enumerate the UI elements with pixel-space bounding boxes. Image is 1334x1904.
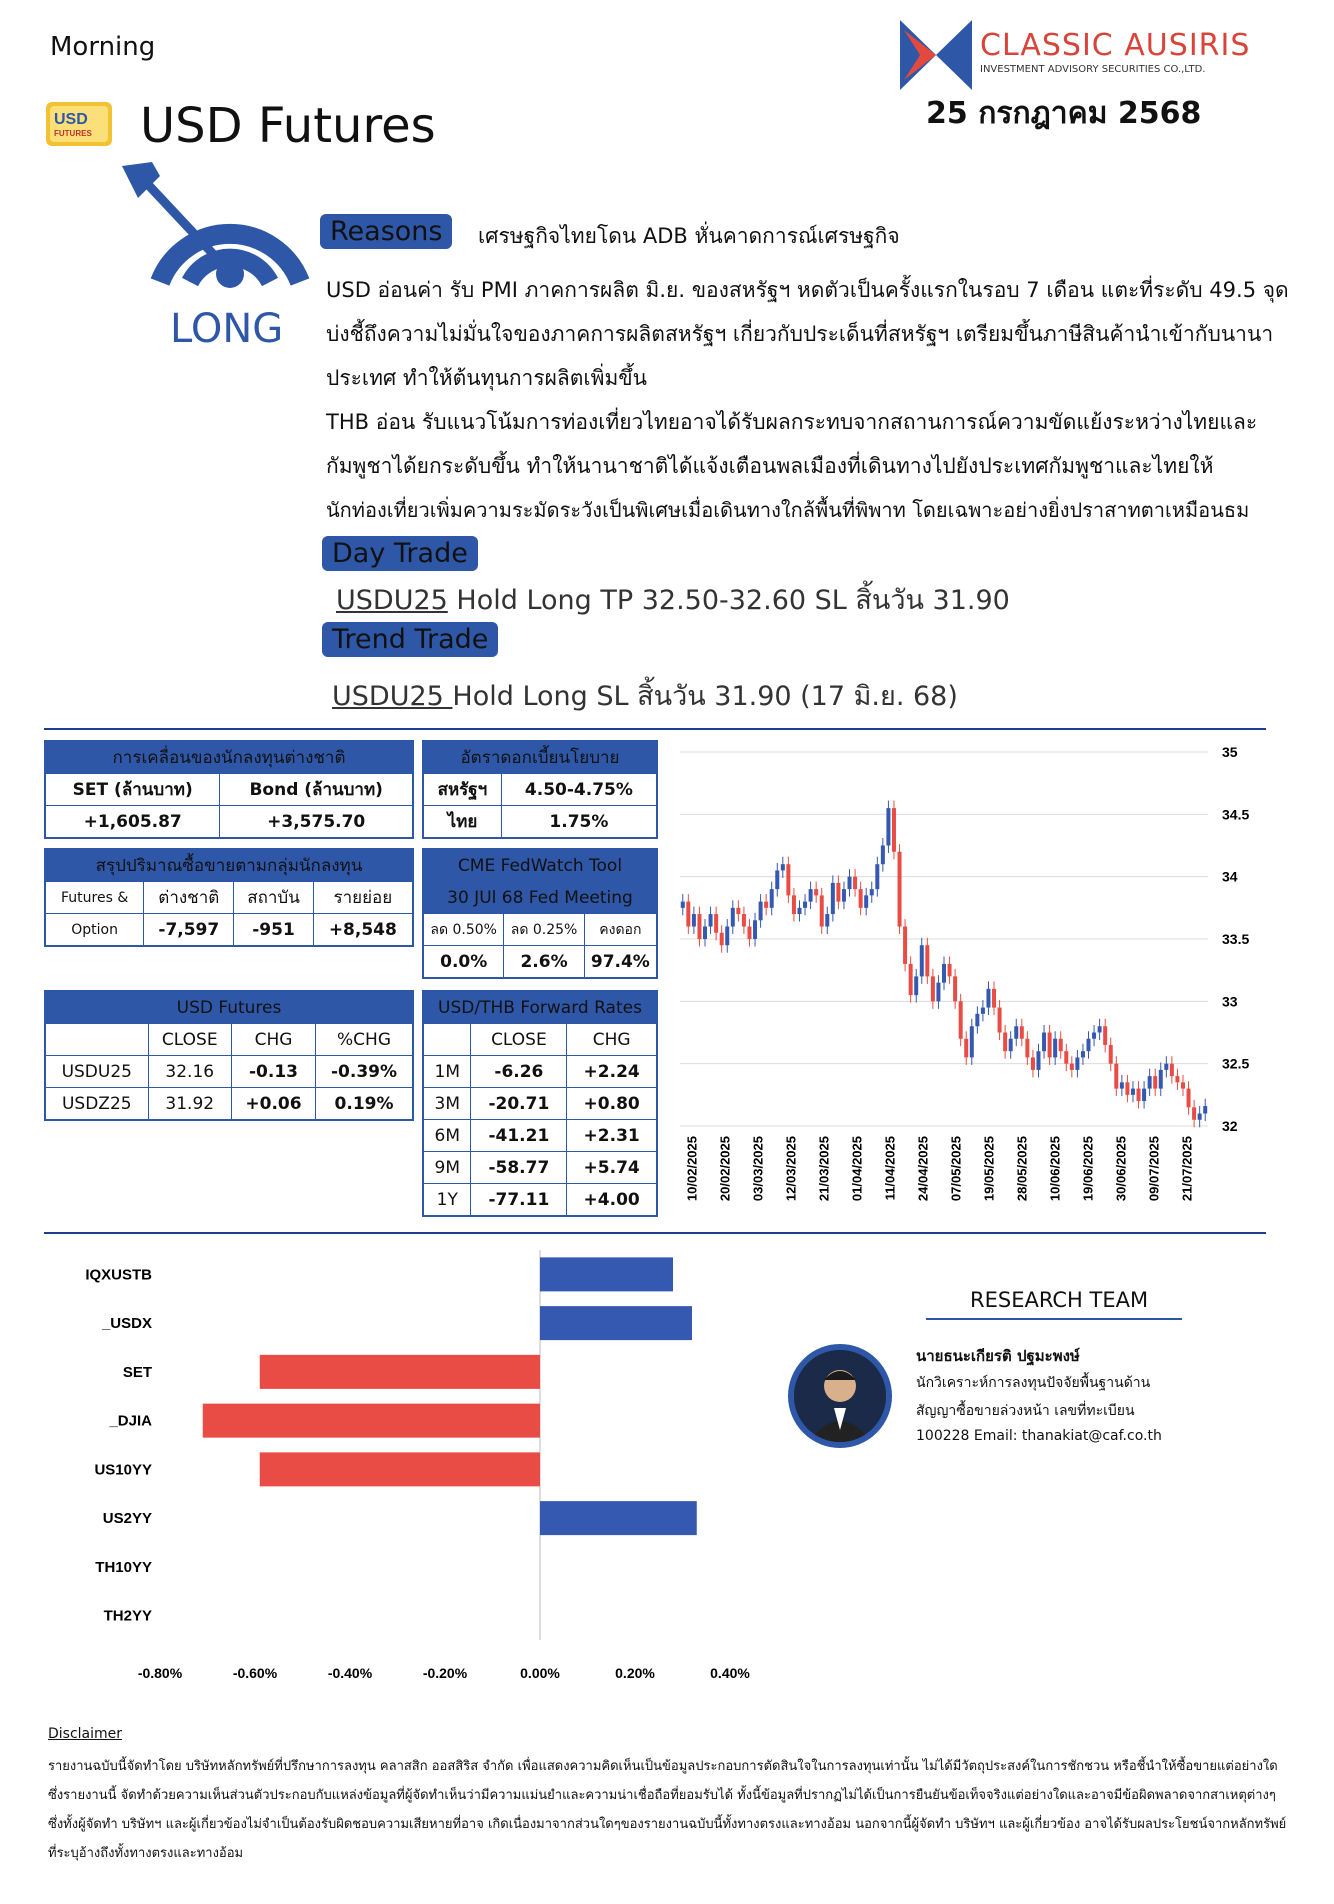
y-tick-label: 35: [1222, 744, 1238, 760]
reason-line: USD อ่อนค่า รับ PMI ภาคการผลิต มิ.ย. ของสหรัฐฯ หดตัวเป็นครั้งแรกในรอบ 7 เดือน แตะที่ระดับ 49.5 จุด: [326, 278, 1289, 302]
candle-body: [1025, 1039, 1029, 1058]
x-tick-label: 10/02/2025: [684, 1136, 700, 1202]
candle-body: [870, 889, 874, 895]
candle-body: [1120, 1082, 1124, 1088]
trend-trade-symbol: USDU25: [332, 681, 453, 712]
candle-body: [786, 864, 790, 895]
candle-body: [1181, 1082, 1185, 1088]
bar: [540, 1501, 697, 1535]
candle-body: [931, 976, 935, 1001]
candle-body: [775, 870, 779, 889]
reason-line: บ่งชี้ถึงความไม่มั่นใจของภาคการผลิตสหรัฐฯ เกี่ยวกับประเด็นที่สหรัฐฯ เตรียมขึ้นภาษีสินค้านำเข้ากับนานา: [326, 322, 1274, 346]
fedwatch-table: [422, 848, 658, 979]
candle-body: [875, 864, 879, 889]
cell: 9M: [423, 1152, 471, 1184]
bar: [203, 1404, 540, 1438]
x-tick-label: 21/03/2025: [816, 1136, 832, 1202]
col-header: SET (ล้านบาท): [45, 774, 220, 806]
reasons-tag: Reasons: [320, 214, 452, 249]
candle-body: [797, 908, 801, 914]
cell: 1Y: [423, 1184, 471, 1217]
cell: -951: [234, 914, 313, 947]
candle-body: [709, 914, 713, 926]
bar: [260, 1355, 540, 1389]
table-title: USD/THB Forward Rates: [423, 991, 657, 1024]
report-date: 25 กรกฎาคม 2568: [926, 96, 1202, 131]
candle-body: [1203, 1106, 1207, 1113]
candle-body: [886, 808, 890, 845]
candle-body: [1053, 1039, 1057, 1058]
candle-body: [686, 902, 690, 927]
x-tick-label: -0.60%: [232, 1665, 278, 1681]
candle-body: [1187, 1089, 1191, 1108]
col-header: คงดอก: [584, 914, 657, 946]
disclaimer-title: Disclaimer: [48, 1726, 123, 1742]
cell: +2.24: [567, 1056, 657, 1088]
candle-body: [720, 933, 724, 945]
candle-body: [1170, 1064, 1174, 1076]
candle-body: [820, 895, 824, 926]
reason-line: นักท่องเที่ยวเพิ่มความระมัดระวังเป็นพิเศษเมื่อเดินทางใกล้พื้นที่พิพาท โดยเฉพาะอย่างยิ่งปราสาทตาเหมือนธม: [326, 498, 1250, 522]
candle-body: [814, 889, 818, 895]
table-row: [423, 1152, 657, 1184]
research-underline: [926, 1318, 1182, 1320]
investor-summary-table: [44, 848, 414, 947]
foreign-flow-table: [44, 740, 414, 839]
cell: +0.06: [231, 1088, 315, 1121]
candle-body: [792, 895, 796, 914]
col-header: CHG: [231, 1024, 315, 1056]
table-row: [45, 1056, 413, 1088]
cell: 2.6%: [504, 946, 584, 979]
cell: 3M: [423, 1088, 471, 1120]
candle-body: [903, 927, 907, 964]
logo-text-top: USD: [54, 111, 88, 128]
brand-subtitle: INVESTMENT ADVISORY SECURITIES CO.,LTD.: [980, 64, 1206, 75]
brand-name: CLASSIC AUSIRIS: [980, 28, 1251, 63]
candle-body: [948, 964, 952, 976]
cell: +0.80: [567, 1088, 657, 1120]
candle-body: [836, 883, 840, 902]
period-label: Morning: [50, 32, 156, 62]
candle-body: [998, 1008, 1002, 1033]
y-tick-label: 33.5: [1222, 931, 1250, 947]
candle-body: [964, 1039, 968, 1058]
analyst-role: สัญญาซื้อขายล่วงหน้า เลขที่ทะเบียน: [916, 1403, 1135, 1419]
candle-body: [1192, 1107, 1196, 1119]
candle-body: [697, 914, 701, 939]
cell: -58.77: [471, 1152, 567, 1184]
row-label: Option: [45, 914, 144, 947]
category-label: US10YY: [94, 1461, 152, 1479]
reason-line: กัมพูชาได้ยกระดับขึ้น ทำให้นานาชาติได้แจ้งเตือนพลเมืองที่เดินทางไปยังประเทศกัมพูชาและไทยให้: [326, 454, 1214, 478]
analyst-role: นักวิเคราะห์การลงทุนปัจจัยพื้นฐานด้าน: [916, 1375, 1151, 1391]
cell: USDZ25: [45, 1088, 148, 1121]
x-tick-label: 10/06/2025: [1047, 1136, 1063, 1202]
cell: 6M: [423, 1120, 471, 1152]
candle-body: [742, 914, 746, 926]
candle-body: [881, 846, 885, 865]
candle-body: [1159, 1070, 1163, 1089]
cell: 0.19%: [316, 1088, 413, 1121]
col-header: [423, 1024, 471, 1056]
candle-body: [1142, 1089, 1146, 1101]
candle-body: [1137, 1089, 1141, 1101]
cell: 0.0%: [423, 946, 504, 979]
trend-trade-text: [332, 674, 958, 717]
x-tick-label: 28/05/2025: [1014, 1136, 1030, 1202]
bar: [260, 1452, 540, 1486]
research-team-title: RESEARCH TEAM: [970, 1288, 1149, 1312]
y-tick-label: 32.5: [1222, 1055, 1250, 1072]
candle-body: [1103, 1026, 1107, 1045]
table-title: USD Futures: [45, 991, 413, 1024]
category-label: TH2YY: [103, 1607, 152, 1625]
reason-line: ประเทศ ทำให้ต้นทุนการผลิตเพิ่มขึ้น: [326, 366, 648, 390]
cell: +8,548: [313, 914, 413, 947]
col-header: [45, 1024, 148, 1056]
cell: 32.16: [148, 1056, 231, 1088]
candle-body: [992, 989, 996, 1008]
cell: -7,597: [144, 914, 234, 947]
usdthb-candle-chart: [668, 736, 1268, 1236]
day-trade-tag: Day Trade: [322, 536, 478, 571]
cell: +1,605.87: [45, 806, 220, 839]
candle-body: [1109, 1045, 1113, 1064]
category-label: US2YY: [102, 1510, 152, 1528]
col-header: ลด 0.50%: [423, 914, 504, 946]
usd-futures-logo: [46, 102, 112, 146]
candle-body: [1042, 1033, 1046, 1052]
candle-body: [986, 989, 990, 1008]
candle-body: [892, 808, 896, 852]
col-header: CLOSE: [148, 1024, 231, 1056]
bar: [540, 1306, 692, 1340]
page-title: USD Futures: [140, 98, 436, 154]
candle-body: [1148, 1076, 1152, 1088]
col-header: Bond (ล้านบาท): [220, 774, 413, 806]
cell: -0.13: [231, 1056, 315, 1088]
candle-body: [1125, 1082, 1129, 1094]
table-row: [423, 1056, 657, 1088]
day-trade-text: [336, 578, 1010, 621]
candle-body: [759, 902, 763, 921]
cell: 1M: [423, 1056, 471, 1088]
cell: -41.21: [471, 1120, 567, 1152]
cell: -20.71: [471, 1088, 567, 1120]
forward-rates-table: [422, 990, 658, 1217]
cell: 4.50-4.75%: [501, 774, 657, 806]
x-tick-label: 07/05/2025: [948, 1136, 964, 1202]
cell: +5.74: [567, 1152, 657, 1184]
analyst-avatar: [788, 1344, 892, 1448]
x-tick-label: 19/06/2025: [1080, 1136, 1096, 1202]
cell: +4.00: [567, 1184, 657, 1217]
col-header: CHG: [567, 1024, 657, 1056]
trend-trade-tag: Trend Trade: [322, 622, 498, 657]
analyst-name: นายธนะเกียรติ ปฐมะพงษ์: [916, 1347, 1080, 1365]
cell: -0.39%: [316, 1056, 413, 1088]
category-label: _USDX: [101, 1315, 152, 1333]
x-tick-label: 19/05/2025: [981, 1136, 997, 1202]
cell: USDU25: [45, 1056, 148, 1088]
category-label: SET: [122, 1363, 152, 1381]
analyst-email: 100228 Email: thanakiat@caf.co.th: [916, 1428, 1162, 1444]
signal-label: LONG: [170, 306, 284, 352]
table-row: [423, 1184, 657, 1217]
table-row: [423, 1088, 657, 1120]
row-label: Futures &: [45, 882, 144, 914]
cell: -6.26: [471, 1056, 567, 1088]
candle-body: [1009, 1039, 1013, 1051]
candle-body: [1098, 1026, 1102, 1032]
table-row: [423, 1120, 657, 1152]
candle-body: [925, 945, 929, 976]
candle-body: [953, 976, 957, 1001]
divider: [44, 728, 1266, 730]
candle-body: [1153, 1076, 1157, 1088]
candle-body: [831, 883, 835, 914]
x-tick-label: 20/02/2025: [717, 1136, 733, 1202]
col-header: %CHG: [316, 1024, 413, 1056]
x-tick-label: 03/03/2025: [750, 1136, 766, 1202]
x-tick-label: 12/03/2025: [783, 1136, 799, 1202]
candle-body: [975, 1014, 979, 1026]
candle-body: [909, 964, 913, 995]
logo-text-bottom: FUTURES: [54, 129, 92, 138]
candle-body: [1064, 1051, 1068, 1063]
candle-body: [936, 983, 940, 1002]
y-tick-label: 34: [1222, 868, 1238, 885]
target-icon: [120, 162, 310, 292]
candle-body: [692, 914, 696, 926]
trend-trade-detail: Hold Long SL สิ้นวัน 31.90 (17 มิ.ย. 68): [452, 681, 958, 712]
candle-body: [1075, 1057, 1079, 1069]
candle-body: [1081, 1051, 1085, 1057]
col-header: ต่างชาติ: [144, 882, 234, 914]
policy-rate-table: [422, 740, 658, 839]
cell: 31.92: [148, 1088, 231, 1121]
candle-body: [1048, 1033, 1052, 1058]
candle-body: [1131, 1089, 1135, 1095]
candle-body: [970, 1026, 974, 1057]
x-tick-label: 21/07/2025: [1179, 1136, 1195, 1202]
candle-body: [809, 889, 813, 901]
candle-body: [859, 889, 863, 908]
market-change-bar-chart: [40, 1240, 780, 1700]
candle-body: [1164, 1064, 1168, 1070]
cell: สหรัฐฯ: [423, 774, 501, 806]
x-tick-label: 09/07/2025: [1146, 1136, 1162, 1202]
candle-body: [848, 877, 852, 889]
candle-body: [753, 920, 757, 939]
candle-body: [981, 1008, 985, 1014]
candle-body: [842, 889, 846, 901]
x-tick-label: -0.80%: [137, 1665, 183, 1681]
brand-logo-icon: [900, 20, 972, 94]
x-tick-label: -0.40%: [327, 1665, 373, 1681]
candle-body: [703, 927, 707, 939]
col-header: สถาบัน: [234, 882, 313, 914]
candle-body: [681, 902, 685, 908]
candle-body: [920, 945, 924, 976]
candle-body: [1092, 1033, 1096, 1039]
y-tick-label: 34.5: [1222, 806, 1250, 823]
candle-body: [825, 914, 829, 926]
reasons-headline: เศรษฐกิจไทยโดน ADB หั่นคาดการณ์เศรษฐกิจ: [478, 224, 900, 248]
candle-body: [764, 902, 768, 908]
table-row: [45, 1088, 413, 1121]
candle-body: [959, 1001, 963, 1038]
col-header: CLOSE: [471, 1024, 567, 1056]
candle-body: [781, 864, 785, 870]
x-tick-label: 0.40%: [710, 1665, 750, 1681]
candle-body: [1087, 1039, 1091, 1051]
cell: +2.31: [567, 1120, 657, 1152]
x-tick-label: 0.20%: [615, 1665, 655, 1681]
candle-body: [1070, 1064, 1074, 1070]
candle-body: [853, 877, 857, 889]
candle-body: [942, 964, 946, 983]
day-trade-detail: Hold Long TP 32.50-32.60 SL สิ้นวัน 31.90: [447, 585, 1010, 616]
table-title: สรุปปริมาณซื้อขายตามกลุ่มนักลงทุน: [45, 849, 413, 882]
category-label: _DJIA: [109, 1412, 152, 1430]
candle-body: [1175, 1076, 1179, 1082]
x-tick-label: 01/04/2025: [849, 1136, 865, 1202]
cell: 97.4%: [584, 946, 657, 979]
x-tick-label: 30/06/2025: [1113, 1136, 1129, 1202]
table-title: อัตราดอกเบี้ยนโยบาย: [423, 741, 657, 774]
day-trade-symbol: USDU25: [336, 585, 448, 616]
table-title: การเคลื่อนของนักลงทุนต่างชาติ: [45, 741, 413, 774]
candle-body: [1114, 1064, 1118, 1089]
reason-line: THB อ่อน รับแนวโน้มการท่องเที่ยวไทยอาจได้รับผลกระทบจากสถานการณ์ความขัดแย้งระหว่างไทยและ: [326, 410, 1258, 434]
candle-body: [1031, 1057, 1035, 1069]
candle-body: [1003, 1033, 1007, 1052]
candle-body: [770, 889, 774, 908]
x-tick-label: 0.00%: [520, 1665, 560, 1681]
cell: -77.11: [471, 1184, 567, 1217]
cell: 1.75%: [501, 806, 657, 839]
divider: [44, 1232, 1266, 1234]
col-header: ลด 0.25%: [504, 914, 584, 946]
category-label: IQXUSTB: [85, 1266, 152, 1284]
y-tick-label: 32: [1222, 1118, 1238, 1134]
candle-body: [864, 895, 868, 907]
candle-body: [803, 902, 807, 908]
usd-futures-table: [44, 990, 414, 1121]
table-title: CME FedWatch Tool: [423, 849, 657, 882]
candle-body: [1020, 1026, 1024, 1038]
cell: +3,575.70: [220, 806, 413, 839]
y-tick-label: 33: [1222, 993, 1238, 1010]
x-tick-label: 24/04/2025: [915, 1136, 931, 1202]
disclaimer-text: รายงานฉบับนี้จัดทำโดย บริษัทหลักทรัพย์ที่ปรึกษาการลงทุน คลาสสิก ออสสิริส จำกัด เพื่อแสดงความคิดเห็นเป็นข้อมูลประกอบการตัดสินใจในการลงทุนเท่านั้น ไม่ได้มีวัตถุประสงค์ในการชักชวน หรือชี้นำให้ซื้อขายแต่อย่างใด ซึ่งรายงานนี้ จัดทำด้วยความเห็นส่วนตัวประกอบกับแหล่งข้อมูลที่ผู้จัดทำเห็นว่ามีความแม่นยำและความน่าเชื่อถือที่ยอมรับได้ ทั้งนี้ข้อมูลที่ปรากฏไม่ได้เป็นการยืนยันข้อเท็จจริงแต่อย่างใดและอาจมีข้อผิดพลาดจากสาเหตุต่างๆ ซึ่งทั้งผู้จัดทำ บริษัทฯ และผู้เกี่ยวข้องไม่จำเป็นต้องรับผิดชอบความเสียหายที่อาจ เกิดเนื่องมาจากส่วนใดๆของรายงานฉบับนี้ทั้งทางตรงและทางอ้อม นอกจากนี้ผู้จัดทำ บริษัทฯ และผู้เกี่ยวข้อง อาจได้รับผลประโยชน์จากหลักทรัพย์ที่ระบุอ้างถึงทั้งทางตรงและทางอ้อม: [48, 1759, 1287, 1861]
candle-body: [747, 927, 751, 939]
bar: [540, 1257, 673, 1291]
candle-body: [714, 914, 718, 933]
category-label: TH10YY: [95, 1558, 152, 1576]
cell: ไทย: [423, 806, 501, 839]
candle-body: [1014, 1026, 1018, 1038]
candle-body: [898, 852, 902, 927]
candle-body: [1036, 1051, 1040, 1070]
x-tick-label: -0.20%: [422, 1665, 468, 1681]
candle-body: [914, 976, 918, 995]
table-subtitle: 30 JUl 68 Fed Meeting: [423, 882, 657, 914]
candle-body: [1059, 1039, 1063, 1051]
candle-body: [736, 908, 740, 914]
candle-body: [1198, 1114, 1202, 1120]
candle-body: [725, 927, 729, 946]
col-header: รายย่อย: [313, 882, 413, 914]
x-tick-label: 11/04/2025: [882, 1136, 898, 1201]
candle-body: [731, 908, 735, 927]
